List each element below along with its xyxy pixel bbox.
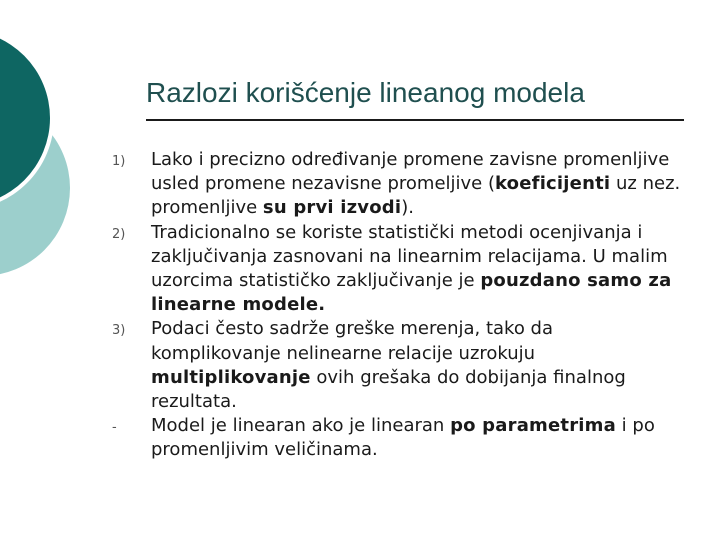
item-text: i po promenljivim veličinama. — [151, 415, 655, 461]
item-text: uz nez. promenljive — [151, 173, 681, 219]
bullet-list — [112, 148, 684, 463]
decorative-circles — [0, 0, 120, 300]
item-text: ). — [401, 197, 414, 219]
list-marker: 1) — [112, 154, 126, 169]
item-text: Tradicionalno se koriste statistički metodi ocenjivanja i zaključivanja zasnovani na linearnim relacijama. U malim uzorcima statističko zaključivanje je — [151, 221, 668, 292]
list-marker: - — [112, 420, 117, 436]
list-item — [112, 148, 684, 221]
list-item — [112, 317, 684, 414]
list-item — [112, 414, 684, 462]
item-text: Podaci često sadrže greške merenja, tako da komplikovanje nelinearne relacije uzrokuju — [151, 318, 554, 364]
slide-title: Razlozi korišćenje lineanog modela — [146, 77, 585, 108]
item-text: Lako i precizno određivanje promene zavisne promenljive usled promene nezavisne promeljive ( — [151, 149, 670, 195]
bold-term: pouzdano samo za linearne modele. — [151, 270, 672, 316]
bold-term: koeficijenti — [495, 173, 611, 195]
item-text: ovih grešaka do dobijanja finalnog rezultata. — [151, 366, 626, 413]
bold-term: multiplikovanje — [151, 366, 311, 388]
list-marker: 3) — [112, 323, 126, 339]
list-marker: 2) — [112, 226, 126, 242]
list-item — [112, 221, 684, 318]
item-text: Model je linearan ako je linearan — [151, 415, 451, 437]
bold-term: po parametrima — [450, 415, 616, 437]
title-divider — [146, 119, 684, 121]
bold-term: su prvi izvodi — [262, 197, 402, 219]
